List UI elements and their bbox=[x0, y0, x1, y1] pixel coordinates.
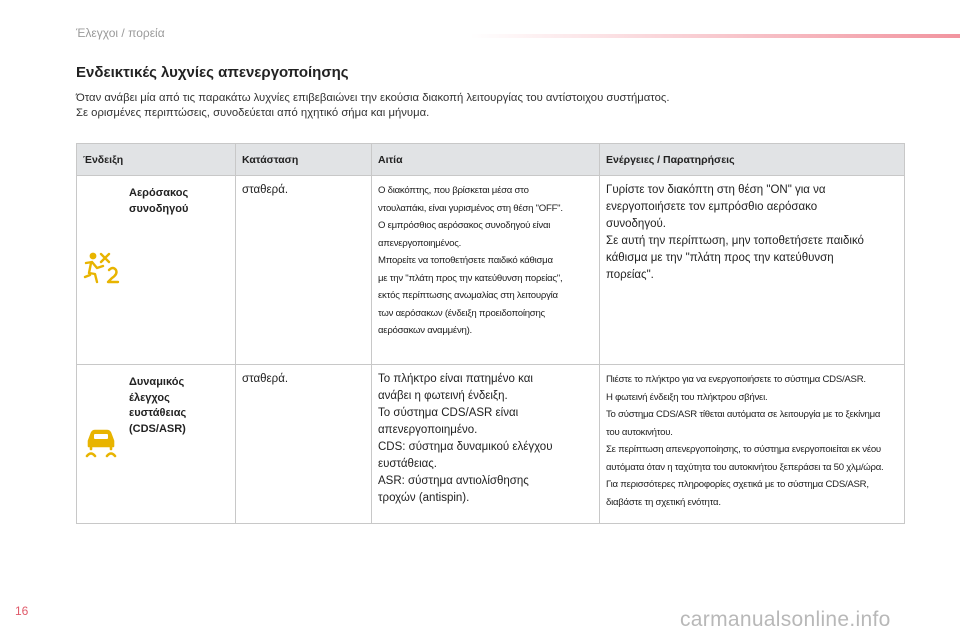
indicator-cell bbox=[77, 176, 236, 365]
icon-cell bbox=[77, 365, 125, 523]
column-header-indicator: Ένδειξη bbox=[77, 144, 236, 176]
intro-line: Όταν ανάβει μία από τις παρακάτω λυχνίες επιβεβαιώνει την εκούσια διακοπή λειτουργίας του αντίστοιχου συστήματος. bbox=[76, 92, 670, 104]
stability-control-off-icon bbox=[83, 425, 119, 459]
section-title: Ενδεικτικές λυχνίες απενεργοποίησης bbox=[76, 64, 349, 81]
page-number: 16 bbox=[15, 604, 29, 618]
table-row bbox=[77, 176, 905, 365]
indicator-name: Αερόσακος συνοδηγού bbox=[129, 187, 189, 215]
table-header-row bbox=[77, 144, 905, 176]
actions-cell: Πιέστε το πλήκτρο για να ενεργοποιήσετε το σύστημα CDS/ASR. Η φωτεινή ένδειξη του πλήκτρου σβήνει. Το σύστημα CDS/ASR τίθεται αυτόματα σε λειτουργία με το ξεκίνημα του αυτοκινήτου. Σε περίπτωση απενεργοποίησης, το σύστημα ενεργοποιείται εκ νέου αυτόματα όταν η ταχύτητα του αυτοκινήτου ξεπεράσει τα 50 χλμ/ώρα. Για περισσότερες πληροφορίες σχετικά με το σύστημα CDS/ASR, διαβάστε τη σχετική ενότητα. bbox=[600, 365, 905, 524]
passenger-airbag-off-icon bbox=[82, 251, 120, 285]
actions-cell: Γυρίστε τον διακόπτη στη θέση "ON" για να ενεργοποιήσετε τον εμπρόσθιο αερόσακο συνοδηγού. Σε αυτή την περίπτωση, μην τοποθετήσετε παιδικό κάθισμα με την "πλάτη προς την κατεύθυνση πορείας". bbox=[600, 176, 905, 365]
cause-cell: Ο διακόπτης, που βρίσκεται μέσα στο ντουλαπάκι, είναι γυρισμένος στη θέση "OFF". Ο εμπρόσθιος αερόσακος συνοδηγού είναι απενεργοποιημένος. Μπορείτε να τοποθετήσετε παιδικό κάθισμα με την "πλάτη προς την κατεύθυνση πορείας", εκτός περίπτωσης ανωμαλίας στη λειτουργία των αερόσακων (ένδειξη προειδοποίησης αερόσακων αναμμένη). bbox=[372, 176, 600, 365]
indicator-cell bbox=[77, 365, 236, 524]
table-row bbox=[77, 365, 905, 524]
state-cell: σταθερά. bbox=[236, 365, 372, 524]
state-cell: σταθερά. bbox=[236, 176, 372, 365]
indicator-name: Δυναμικός έλεγχος ευστάθειας (CDS/ASR) bbox=[129, 376, 187, 435]
column-header-cause: Αιτία bbox=[372, 144, 600, 176]
section-intro bbox=[76, 91, 906, 121]
page-header-title: Έλεγχοι / πορεία bbox=[76, 26, 165, 40]
column-header-actions: Ενέργειες / Παρατηρήσεις bbox=[600, 144, 905, 176]
header-accent-line bbox=[470, 34, 960, 38]
column-header-state: Κατάσταση bbox=[236, 144, 372, 176]
watermark: carmanualsonline.info bbox=[680, 608, 891, 631]
warning-lamps-table bbox=[76, 143, 905, 524]
intro-line: Σε ορισμένες περιπτώσεις, συνοδεύεται από ηχητικό σήμα και μήνυμα. bbox=[76, 107, 430, 119]
icon-cell bbox=[77, 176, 125, 364]
cause-cell: Το πλήκτρο είναι πατημένο και ανάβει η φωτεινή ένδειξη. Το σύστημα CDS/ASR είναι απενεργοποιημένο. CDS: σύστημα δυναμικού ελέγχου ευστάθειας. ASR: σύστημα αντιολίσθησης τροχών (antispin). bbox=[372, 365, 600, 524]
